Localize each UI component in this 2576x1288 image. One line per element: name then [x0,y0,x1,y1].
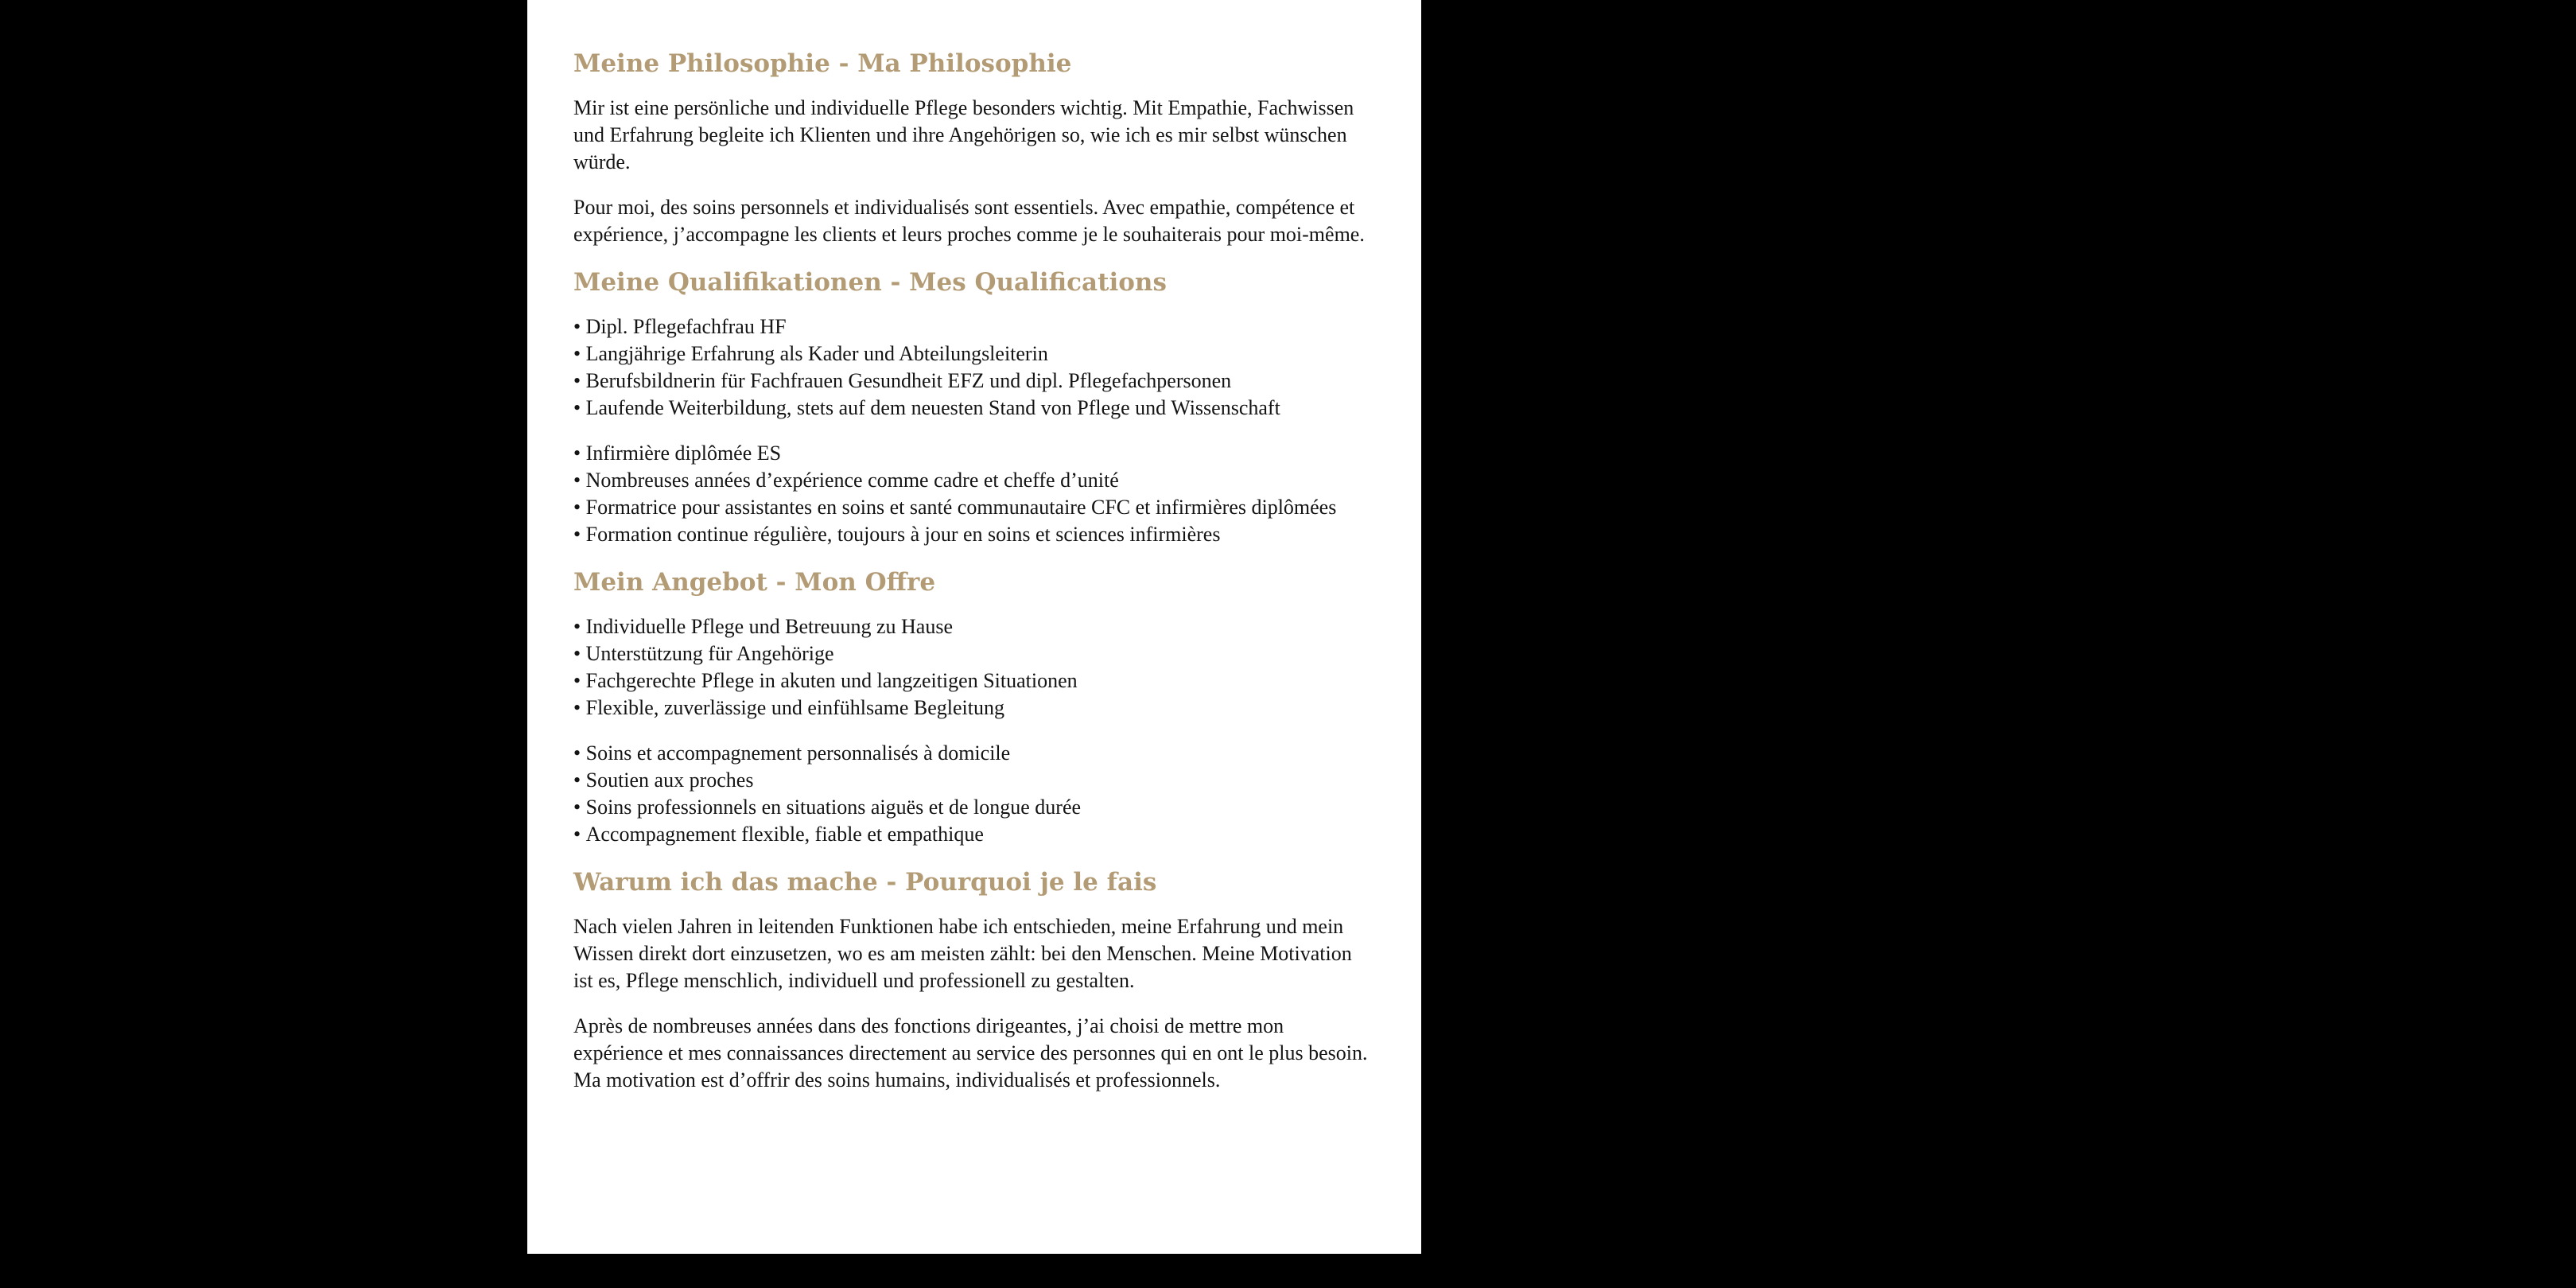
qualifications-list-fr [573,440,1375,548]
list-item: • Unterstützung für Angehörige [573,640,1375,667]
qualifications-list-de [573,313,1375,422]
list-item: • Flexible, zuverlässige und einfühlsame Begleitung [573,695,1375,722]
paragraph-philosophy-fr: Pour moi, des soins personnels et individualisés sont essentiels. Avec empathie, compétence et expérience, j’accompagne les clients et leurs proches comme je le souhaiterais pour moi-même. [573,196,1365,246]
list-item: • Infirmière diplômée ES [573,440,1375,467]
document-page [527,0,1421,1254]
list-item: • Langjährige Erfahrung als Kader und Abteilungsleiterin [573,340,1375,368]
list-item: • Nombreuses années d’expérience comme cadre et cheffe d’unité [573,467,1375,494]
list-item: • Soins et accompagnement personnalisés à domicile [573,740,1375,767]
list-item: • Accompagnement flexible, fiable et empathique [573,821,1375,848]
heading-offer: Mein Angebot - Mon Offre [573,568,936,597]
heading-motivation: Warum ich das mache - Pourquoi je le fais [573,868,1157,897]
list-item: • Fachgerechte Pflege in akuten und langzeitigen Situationen [573,667,1375,695]
list-item: • Berufsbildnerin für Fachfrauen Gesundheit EFZ und dipl. Pflegefachpersonen [573,368,1375,395]
list-item: • Soutien aux proches [573,767,1375,794]
list-item: • Formatrice pour assistantes en soins et santé communautaire CFC et infirmières diplômées [573,494,1375,521]
section-qualifications [573,267,1375,548]
heading-philosophy: Meine Philosophie - Ma Philosophie [573,49,1072,78]
section-offer [573,566,1375,848]
paragraph-motivation-de: Nach vielen Jahren in leitenden Funktionen habe ich entschieden, meine Erfahrung und mein Wissen direkt dort einzusetzen, wo es am meisten zählt: bei den Menschen. Meine Motivation ist es, Pflege menschlich, individuell und professionell zu gestalten. [573,915,1352,992]
list-item: • Soins professionnels en situations aiguës et de longue durée [573,794,1375,821]
list-item: • Laufende Weiterbildung, stets auf dem neuesten Stand von Pflege und Wissenschaft [573,395,1375,422]
list-item: • Dipl. Pflegefachfrau HF [573,313,1375,340]
list-item: • Individuelle Pflege und Betreuung zu Hause [573,613,1375,640]
offer-list-fr [573,740,1375,848]
paragraph-motivation-fr: Après de nombreuses années dans des fonctions dirigeantes, j’ai choisi de mettre mon expérience et mes connaissances directement au service des personnes qui en ont le plus besoin. Ma motivation est d’offrir des soins humains, individualisés et professionnels. [573,1014,1368,1091]
list-item: • Formation continue régulière, toujours à jour en soins et sciences infirmières [573,521,1375,548]
section-motivation [573,866,1375,1094]
section-philosophy [573,48,1375,248]
offer-list-de [573,613,1375,722]
heading-qualifications: Meine Qualifikationen - Mes Qualifications [573,268,1167,297]
paragraph-philosophy-de: Mir ist eine persönliche und individuelle Pflege besonders wichtig. Mit Empathie, Fachwissen und Erfahrung begleite ich Klienten und ihre Angehörigen so, wie ich es mir selbst wünschen würde. [573,96,1354,173]
